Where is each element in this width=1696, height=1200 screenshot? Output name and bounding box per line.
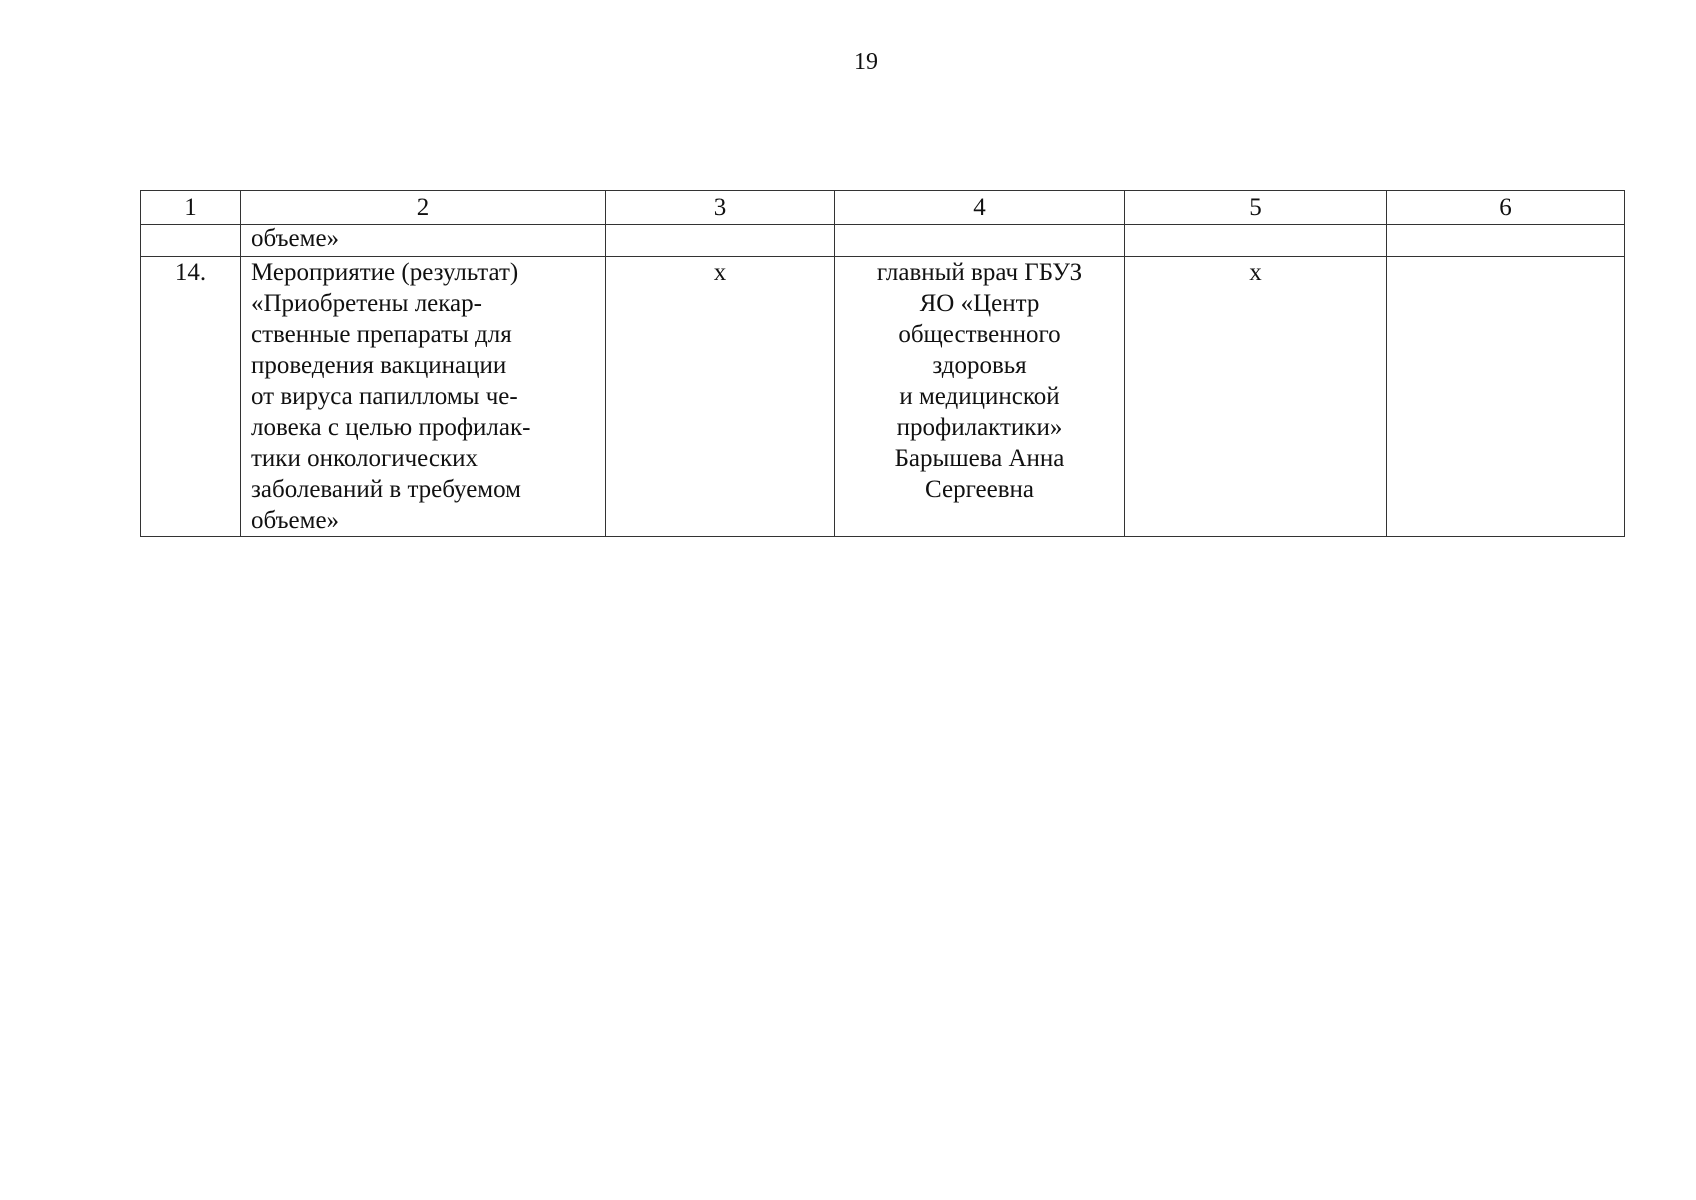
continuation-row [141, 225, 1625, 257]
header-cell-4: 4 [835, 191, 1125, 225]
continuation-cell-5 [1125, 225, 1387, 257]
row-description [241, 257, 606, 537]
continuation-cell-3 [606, 225, 835, 257]
row-number: 14. [141, 257, 241, 537]
row-col6 [1387, 257, 1625, 537]
header-cell-6: 6 [1387, 191, 1625, 225]
continuation-cell-1 [141, 225, 241, 257]
continuation-cell-4 [835, 225, 1125, 257]
continuation-cell-6 [1387, 225, 1625, 257]
row-responsible-text: главный врач ГБУЗ ЯО «Центр общественного здоровья и медицинской профилактики» Барышева Анна Сергеевна [876, 259, 1083, 503]
row-col3: x [606, 257, 835, 537]
header-cell-5: 5 [1125, 191, 1387, 225]
row-description-text: Мероприятие (результат) «Приобретены лекар- ственные препараты для проведения вакцинации от вируса папилломы че- ловека с целью профилак- тики онкологических заболеваний в требуемом объеме» [251, 259, 531, 534]
table-header-row [141, 191, 1625, 225]
header-cell-2: 2 [241, 191, 606, 225]
header-cell-1: 1 [141, 191, 241, 225]
page-number: 19 [854, 49, 878, 75]
header-cell-3: 3 [606, 191, 835, 225]
continuation-cell-2: объеме» [241, 225, 606, 257]
row-responsible [835, 257, 1125, 537]
document-table [140, 190, 1625, 537]
row-col5: x [1125, 257, 1387, 537]
table-row [141, 257, 1625, 537]
